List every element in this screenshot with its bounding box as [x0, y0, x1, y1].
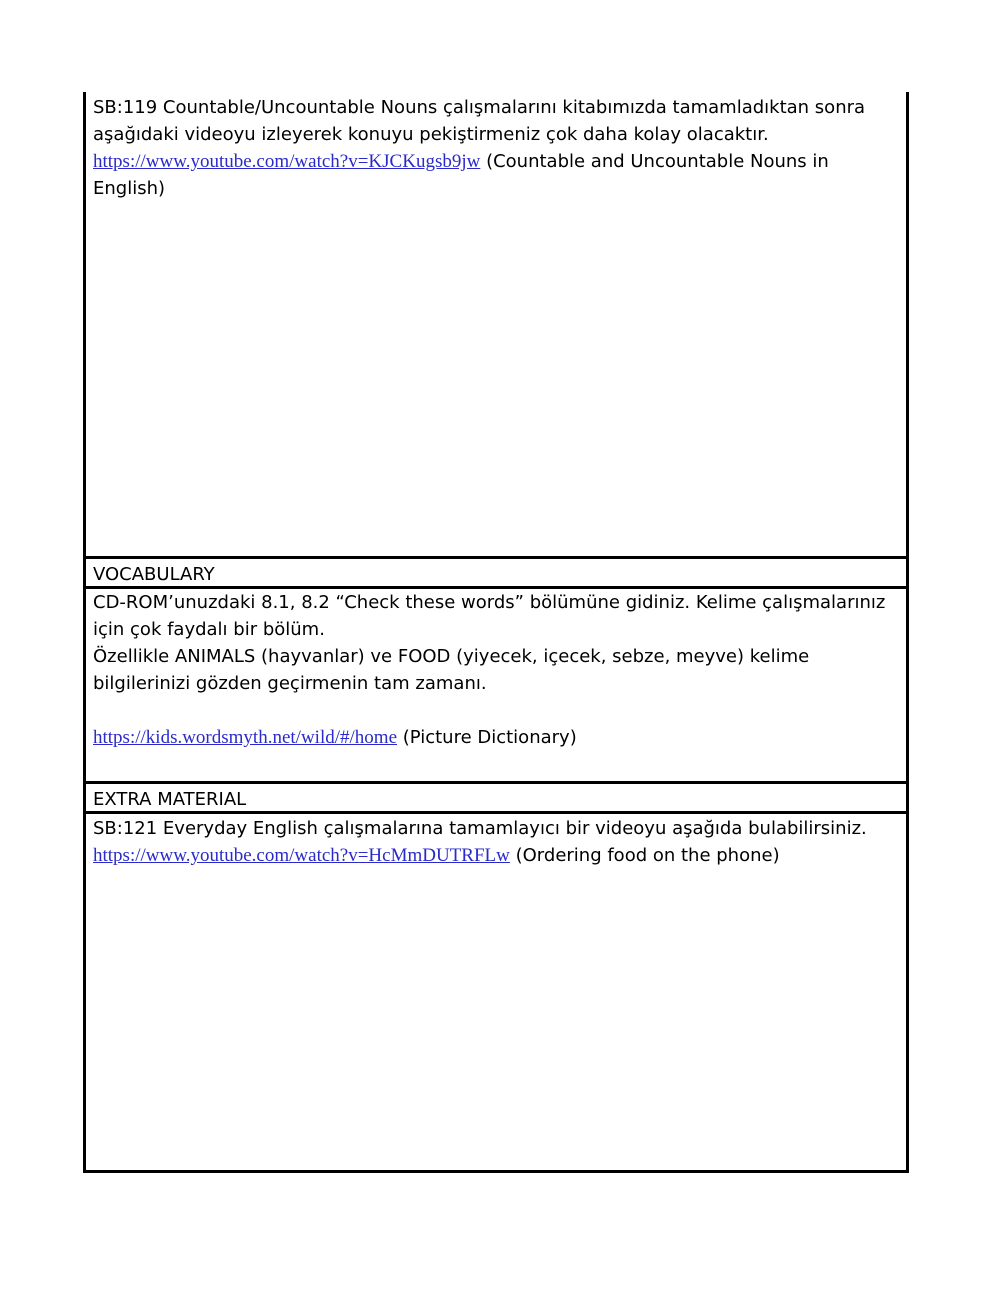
section1-line4: English)	[93, 178, 166, 199]
wordsmyth-link[interactable]: https://kids.wordsmyth.net/wild/#/home	[93, 727, 397, 748]
vocabulary-line4: bilgilerinizi gözden geçirmenin tam zamanı.	[93, 673, 487, 694]
section-countable-nouns	[86, 92, 906, 558]
youtube-link-ordering-food[interactable]: https://www.youtube.com/watch?v=HcMmDUTRFLw	[93, 845, 510, 866]
extra-link-line	[93, 842, 898, 869]
vocabulary-line2: için çok faydalı bir bölüm.	[93, 619, 325, 640]
section1-line2: aşağıdaki videoyu izleyerek konuyu pekiştirmeniz çok daha kolay olacaktır.	[93, 124, 769, 145]
section-vocabulary	[86, 586, 906, 783]
section1-link-suffix: (Countable and Uncountable Nouns in	[480, 151, 829, 172]
section1-link-line	[93, 148, 898, 175]
section-extra-material	[86, 811, 906, 1170]
vocabulary-link-line	[93, 724, 898, 751]
youtube-link-countable-nouns[interactable]: https://www.youtube.com/watch?v=KJCKugsb9jw	[93, 151, 481, 172]
vocabulary-line3: Özellikle ANIMALS (hayvanlar) ve FOOD (yiyecek, içecek, sebze, meyve) kelime	[93, 646, 810, 667]
vocabulary-header: VOCABULARY	[93, 564, 215, 585]
vocabulary-header-row	[86, 556, 906, 589]
extra-material-header: EXTRA MATERIAL	[93, 789, 247, 810]
extra-header-row	[86, 781, 906, 814]
extra-line1: SB:121 Everyday English çalışmalarına tamamlayıcı bir videoyu aşağıda bulabilirsiniz.	[93, 818, 867, 839]
vocabulary-link-suffix: (Picture Dictionary)	[397, 727, 577, 748]
extra-link-suffix: (Ordering food on the phone)	[509, 845, 780, 866]
blank-line	[93, 697, 898, 724]
section1-line1: SB:119 Countable/Uncountable Nouns çalışmalarını kitabımızda tamamladıktan sonra	[93, 97, 866, 118]
vocabulary-line1: CD-ROM’unuzdaki 8.1, 8.2 “Check these words” bölümüne gidiniz. Kelime çalışmalarınız	[93, 592, 886, 613]
content-table	[83, 92, 909, 1173]
